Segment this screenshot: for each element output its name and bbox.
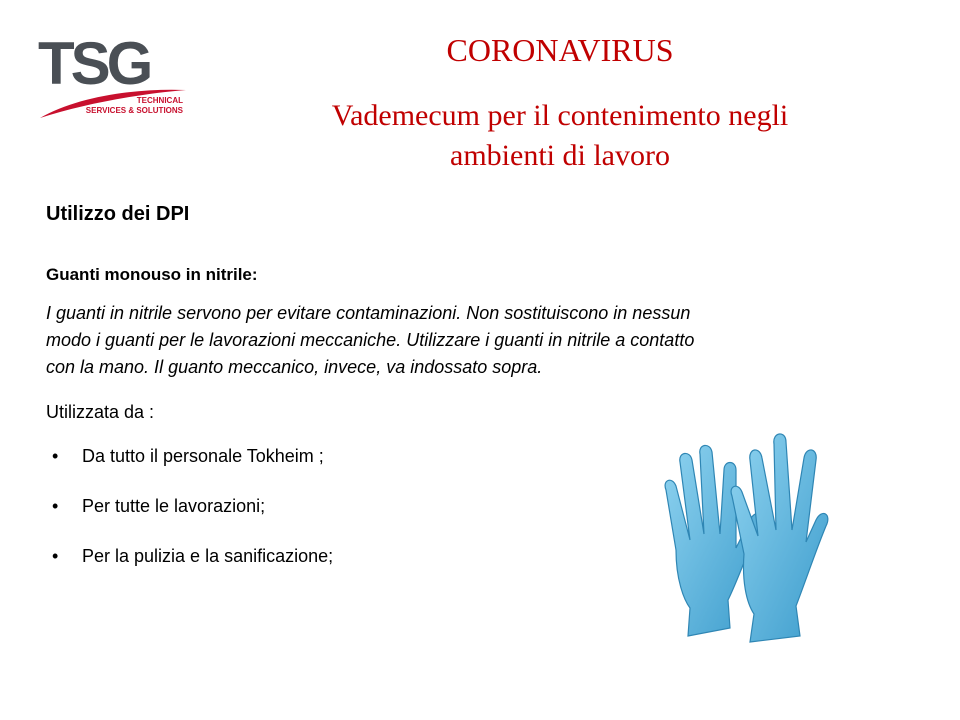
used-by-label: Utilizzata da :: [46, 402, 155, 422]
bullet-icon: •: [52, 446, 59, 466]
list-item-text: Da tutto il personale Tokheim ;: [82, 446, 324, 466]
list-item: [46, 492, 333, 542]
tsg-logo: [28, 26, 198, 126]
logo-tagline-line2: SERVICES & SOLUTIONS: [85, 106, 183, 115]
bullet-icon: •: [52, 546, 59, 566]
paragraph-line-2: modo i guanti per le lavorazioni meccaniche. Utilizzare i guanti in nitrile a contatto: [46, 330, 695, 350]
list-item: [46, 542, 333, 592]
right-glove-icon: [731, 434, 828, 642]
list-item-text: Per la pulizia e la sanificazione;: [82, 546, 334, 566]
paragraph-line-3: con la mano. Il guanto meccanico, invece, va indossato sopra.: [46, 357, 543, 377]
paragraph-line-1: I guanti in nitrile servono per evitare contaminazioni. Non sostituiscono in nessun: [46, 303, 691, 323]
logo-tagline-line1: TECHNICAL: [136, 96, 183, 105]
logo-mark: TSG: [38, 30, 150, 97]
bullet-icon: •: [52, 496, 59, 516]
page-subtitle: [230, 96, 890, 176]
usage-list: [46, 442, 333, 592]
page-title: CORONAVIRUS: [446, 32, 674, 68]
list-item-text: Per tutte le lavorazioni;: [82, 496, 266, 516]
subheading: Guanti monouso in nitrile:: [46, 265, 258, 284]
subtitle-line-2: ambienti di lavoro: [450, 139, 670, 172]
section-title: Utilizzo dei DPI: [46, 203, 190, 225]
description-paragraph: [46, 300, 916, 381]
logo-tagline: [85, 96, 183, 116]
subtitle-line-1: Vademecum per il contenimento negli: [331, 99, 789, 132]
list-item: [46, 442, 333, 492]
nitrile-gloves-image: [610, 430, 840, 650]
